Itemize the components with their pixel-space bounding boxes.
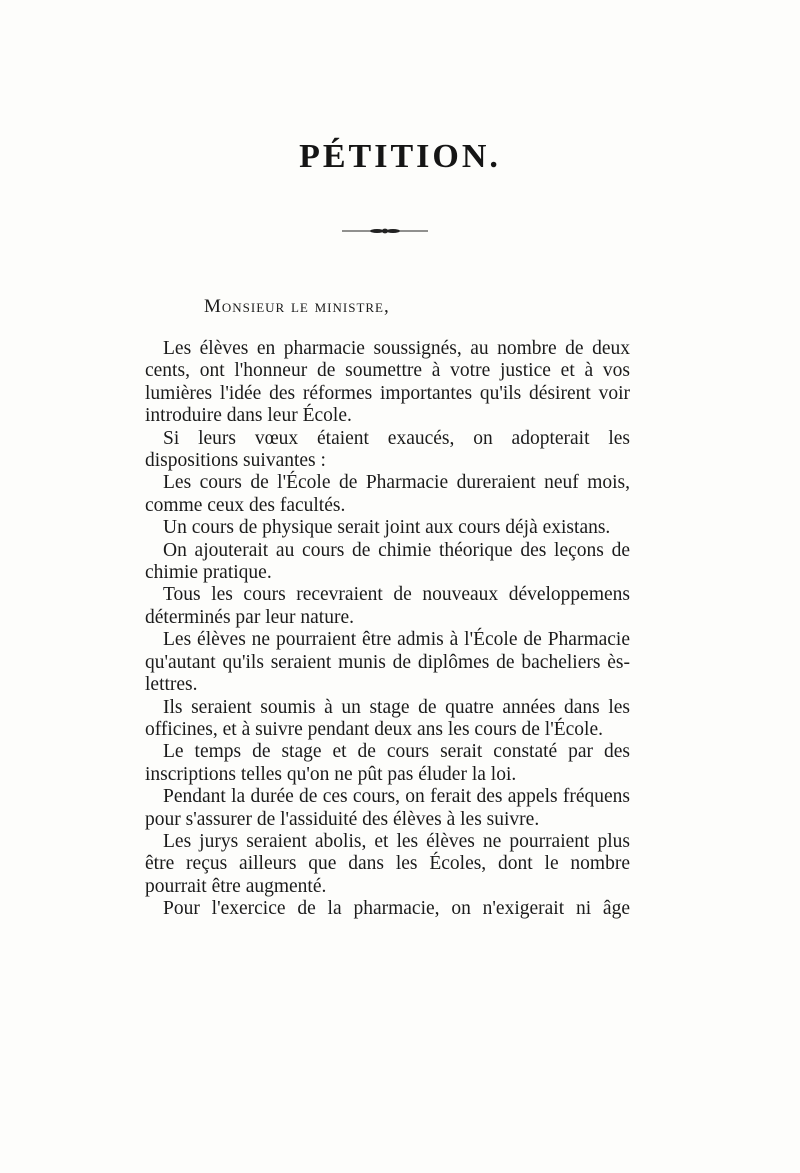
paragraph: Tous les cours recevraient de nouveaux développemens déterminés par leur nature. (145, 584, 630, 628)
ornament-divider (342, 226, 428, 236)
paragraph: Les élèves en pharmacie soussignés, au nombre de deux cents, ont l'honneur de soumettre à votre justice et à vos lumières l'idée des réformes importantes qu'ils désirent voir introduire dans leur École. (145, 338, 630, 427)
paragraph: Le temps de stage et de cours serait constaté par des inscriptions telles qu'on ne pût pas éluder la loi. (145, 741, 630, 785)
paragraph: Les élèves ne pourraient être admis à l'École de Pharmacie qu'autant qu'ils seraient munis de diplômes de bacheliers ès-lettres. (145, 629, 630, 696)
paragraph: Si leurs vœux étaient exaucés, on adopterait les dispositions suivantes : (145, 427, 630, 472)
page-title: PÉTITION. (299, 138, 501, 175)
body-text (145, 338, 630, 921)
paragraph: On ajouterait au cours de chimie théorique des leçons de chimie pratique. (145, 539, 630, 584)
paragraph: Les jurys seraient abolis, et les élèves ne pourraient plus être reçus ailleurs que dans les Écoles, dont le nombre pourrait être augmenté. (145, 830, 630, 897)
paragraph: Les cours de l'École de Pharmacie dureraient neuf mois, comme ceux des facultés. (145, 472, 630, 516)
paragraph: Pendant la durée de ces cours, on ferait des appels fréquens pour s'assurer de l'assiduité des élèves à les suivre. (145, 786, 630, 830)
salutation: Monsieur le ministre, (204, 296, 390, 317)
paragraph: Pour l'exercice de la pharmacie, on n'exigerait ni âge (163, 898, 630, 920)
paragraph: Ils seraient soumis à un stage de quatre années dans les officines, et à suivre pendant deux ans les cours de l'École. (145, 696, 630, 740)
paragraph: Un cours de physique serait joint aux cours déjà existans. (163, 517, 611, 539)
